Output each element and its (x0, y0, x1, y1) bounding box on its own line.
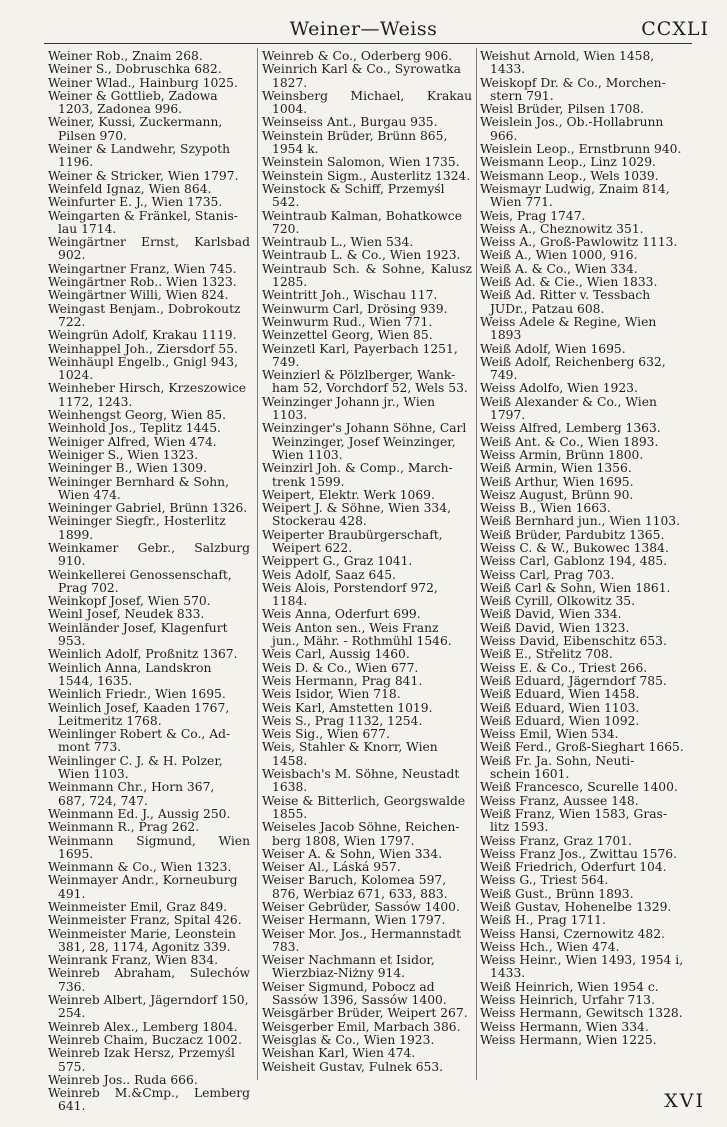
directory-entry: Weinkamer Gebr., Salzburg 910. (48, 540, 250, 569)
directory-entry: Weinlich Friedr., Wien 1695. (48, 687, 226, 702)
directory-entry: Weiss Carl, Gablonz 194, 485. (480, 554, 668, 569)
directory-entry: Weiss Franz Jos., Zwittau 1576. (480, 846, 678, 861)
directory-entry: Weiß Armin, Wien 1356. (480, 461, 632, 476)
directory-entry: Weinmayer Andr., Korneuburg 491. (48, 873, 238, 901)
directory-entry: Weiner & Gottlieb, Zadowa 1203, Zadonea 996. (48, 88, 218, 117)
directory-entry: Weis Alois, Porstendorf 972, 1184. (262, 580, 438, 609)
directory-entry: Weininger Siegfr., Hosterlitz 1899. (48, 514, 226, 542)
directory-entry: Weiß H., Prag 1711. (480, 913, 606, 928)
directory-entry: Weingast Benjam., Dobrokoutz 722. (48, 301, 241, 329)
directory-entry: Weiss Hermann, Wien 334. (480, 1019, 649, 1034)
directory-entry: Weisl Brüder, Pilsen 1708. (480, 102, 645, 117)
directory-entry: Weis Carl, Aussig 1460. (262, 647, 410, 662)
directory-entry: Weisbach's M. Söhne, Neustadt 1638. (262, 767, 460, 795)
directory-entry: Weiß Ferd., Groß-Sieghart 1665. (480, 740, 684, 755)
directory-entry: Weintritt Joh., Wischau 117. (262, 288, 438, 303)
directory-entry: Weiskopf Dr. & Co., Morchen- stern 791. (480, 75, 666, 103)
directory-entry: Weiss C. & W., Bukowec 1384. (480, 540, 669, 555)
directory-entry: Weiss Hansi, Czernowitz 482. (480, 926, 665, 941)
directory-entry: Weinreb Albert, Jägerndorf 150, 254. (48, 993, 249, 1021)
directory-entry: Weinzirl Joh. & Comp., March- trenk 1599. (262, 461, 453, 489)
directory-entry: Weiß Gust., Brünn 1893. (480, 886, 634, 901)
directory-entry: Weiß Friedrich, Oderfurt 104. (480, 860, 667, 875)
directory-entry: Weiser Hermann, Wien 1797. (262, 913, 446, 928)
directory-entry: Weinmeister Emil, Graz 849. (48, 900, 228, 914)
directory-entry: Weise & Bitterlich, Georgswalde 1855. (262, 793, 466, 821)
directory-entry: Weinseiss Ant., Burgau 935. (262, 115, 438, 130)
directory-entry: Weiss G., Triest 564. (480, 873, 609, 888)
directory-entry: Weinfurter E. J., Wien 1735. (48, 195, 223, 210)
directory-entry: Weiss Adolfo, Wien 1923. (480, 381, 638, 396)
directory-entry: Weipert J. & Söhne, Wien 334, Stockerau 428. (262, 501, 451, 529)
directory-entry: Weiner & Landwehr, Szypoth 1196. (48, 142, 231, 170)
directory-entry: Weiss Emil, Wien 534. (480, 727, 619, 742)
directory-entry: Weinhengst Georg, Wien 85. (48, 408, 227, 423)
directory-entry: Weiß Alexander & Co., Wien 1797. (480, 394, 657, 423)
directory-entry: Weiner Rob., Znaim 268. (48, 49, 203, 63)
directory-entry: Weiss Armin, Brünn 1800. (480, 447, 644, 462)
column-divider (257, 48, 258, 1080)
directory-entry: Weis S., Prag 1132, 1254. (262, 713, 423, 728)
directory-entry: Weinfeld Ignaz, Wien 864. (48, 181, 212, 196)
directory-entry: Weis, Prag 1747. (480, 208, 586, 223)
directory-entry: Weiß Cyrill, Olkowitz 35. (480, 594, 636, 609)
directory-entry: Weis Hermann, Prag 841. (262, 673, 423, 688)
directory-entry: Weinreb Jos.. Ruda 666. (48, 1072, 198, 1087)
directory-entry: Weisheit Gustav, Fulnek 653. (262, 1059, 444, 1074)
directory-entry: Weis D. & Co., Wien 677. (262, 660, 419, 675)
directory-entry: Weinstein Brüder, Brünn 865, 1954 k. (262, 128, 448, 157)
directory-entry: Weiser A. & Sohn, Wien 334. (262, 846, 443, 861)
directory-entry: Weishut Arnold, Wien 1458, 1433. (480, 49, 655, 77)
column-divider (476, 48, 477, 1080)
directory-entry: Weinmann Sigmund, Wien 1695. (48, 833, 250, 861)
directory-entry: Weiseles Jacob Söhne, Reichen- berg 1808, Wien 1797. (262, 820, 460, 848)
directory-entry: Weingärtner Rob.. Wien 1323. (48, 275, 237, 290)
directory-entry: Weiss Hermann, Gewitsch 1328. (480, 1006, 683, 1021)
directory-entry: Weisz August, Brünn 90. (480, 487, 634, 502)
directory-entry: Weiser Gebrüder, Sassów 1400. (262, 900, 460, 914)
directory-entry: Weiß Fr. Ja. Sohn, Neuti- schein 1601. (480, 753, 635, 782)
directory-entry: Weiss Adele & Regine, Wien 1893 (480, 314, 657, 343)
column-right (480, 50, 686, 1047)
directory-entry: Weisglas & Co., Wien 1923. (262, 1032, 435, 1047)
directory-entry: Weiss Alfred, Lemberg 1363. (480, 421, 661, 436)
directory-entry: Weiniger S., Wien 1323. (48, 447, 199, 462)
directory-entry: Weiser Baruch, Kolomea 597, 876, Werbiaz 671, 633, 883. (262, 873, 448, 901)
directory-entry: Weintraub L., Wien 534. (262, 235, 414, 250)
directory-entry: Weiser Nachmann et Isidor, Wierzbiaz-Niżny 914. (262, 953, 435, 981)
directory-entry: Weininger Gabriel, Brünn 1326. (48, 501, 248, 516)
directory-entry: Weiß David, Wien 1323. (480, 620, 630, 635)
directory-entry: Weinhäupl Engelb., Gnigl 943, 1024. (48, 354, 238, 383)
directory-entry: Weinmeister Marie, Leonstein 381, 28, 1174, Agonitz 339. (48, 926, 236, 954)
directory-entry: Weinreb Abraham, Sulechów 736. (48, 966, 250, 994)
directory-entry: Weiß Arthur, Wien 1695. (480, 474, 634, 489)
directory-entry: Weiss E. & Co., Triest 266. (480, 660, 648, 675)
directory-entry: Weinstock & Schiff, Przemyśl 542. (262, 181, 445, 210)
directory-entry: Weiß E., Střelitz 708. (480, 647, 613, 662)
directory-entry: Weiss David, Eibenschitz 653. (480, 634, 667, 649)
directory-entry: Weiss Hermann, Wien 1225. (480, 1032, 657, 1047)
directory-entry: Weinrank Franz, Wien 834. (48, 953, 219, 968)
directory-entry: Weingrün Adolf, Krakau 1119. (48, 328, 237, 343)
directory-entry: Weiß Bernhard jun., Wien 1103. (480, 514, 681, 529)
directory-entry: Weis Sig., Wien 677. (262, 727, 390, 742)
directory-entry: Weiß Eduard, Jägerndorf 785. (480, 673, 667, 688)
directory-entry: Weinkellerei Genossenschaft, Prag 702. (48, 567, 232, 595)
directory-entry: Weingärtner Willi, Wien 824. (48, 288, 229, 303)
directory-entry: Weinländer Josef, Klagenfurt 953. (48, 620, 228, 649)
directory-entry: Weiser Al., Láská 957. (262, 860, 401, 875)
directory-entry: Weinrich Karl & Co., Syrowatka 1827. (262, 62, 461, 90)
directory-entry: Weiß Eduard, Wien 1103. (480, 700, 640, 715)
directory-entry: Weinstein Sigm., Austerlitz 1324. (262, 168, 471, 183)
directory-entry: Weinzierl & Pölzlberger, Wank- ham 52, Vorchdorf 52, Wels 53. (262, 368, 468, 396)
directory-entry: Weinhappel Joh., Ziersdorf 55. (48, 341, 238, 356)
directory-entry: Weinlich Anna, Landskron 1544, 1635. (48, 660, 212, 688)
directory-entry: Weiß Ad. & Cie., Wien 1833. (480, 275, 658, 290)
directory-entry: Weippert G., Graz 1041. (262, 554, 413, 569)
directory-entry: Weinzettel Georg, Wien 85. (262, 328, 433, 343)
directory-entry: Weiner & Stricker, Wien 1797. (48, 168, 239, 183)
directory-entry: Weiser Mor. Jos., Hermannstadt 783. (262, 926, 462, 954)
column-left (48, 50, 250, 1114)
directory-entry: Weiß Ant. & Co., Wien 1893. (480, 434, 659, 449)
directory-entry: Weis, Stahler & Knorr, Wien 1458. (262, 740, 438, 768)
directory-entry: Weinwurm Carl, Drösing 939. (262, 301, 448, 316)
directory-entry: Weinhold Jos., Teplitz 1445. (48, 421, 221, 436)
directory-entry: Weinkopf Josef, Wien 570. (48, 594, 211, 609)
directory-entry: Weis Isidor, Wien 718. (262, 687, 401, 702)
directory-entry: Weinreb Alex., Lemberg 1804. (48, 1019, 238, 1034)
directory-entry: Weiß Gustav, Hohenelbe 1329. (480, 900, 672, 914)
directory-entry: Weinlich Josef, Kaaden 1767, Leitmeritz 1768. (48, 700, 230, 728)
directory-entry: Weinlinger Robert & Co., Ad- mont 773. (48, 727, 231, 755)
directory-entry: Weiß Ad. Ritter v. Tessbach JUDr., Patzau 608. (480, 288, 651, 316)
directory-entry: Weiperter Braubürgerschaft, Weipert 622. (262, 527, 443, 555)
directory-entry: Weinmann R., Prag 262. (48, 820, 200, 835)
directory-entry: Weisgärber Brüder, Weipert 267. (262, 1006, 468, 1021)
directory-entry: Weiss Carl, Prag 703. (480, 567, 615, 582)
directory-entry: Weiß Francesco, Scurelle 1400. (480, 780, 678, 795)
directory-entry: Weiss Heinr., Wien 1493, 1954 i, 1433. (480, 953, 684, 981)
directory-entry: Weiss A., Groß-Pawlowitz 1113. (480, 235, 678, 250)
page-title: Weiner—Weiss (289, 18, 438, 40)
directory-entry: Weiser Sigmund, Pobocz ad Sassów 1396, Sassów 1400. (262, 979, 447, 1008)
directory-entry: Weiss Franz, Aussee 148. (480, 793, 639, 808)
directory-entry: Weinmeister Franz, Spital 426. (48, 913, 242, 928)
directory-entry: Weingärtner Ernst, Karlsbad 902. (48, 235, 250, 263)
directory-entry: Weinreb Chaim, Buczacz 1002. (48, 1032, 242, 1047)
directory-entry: Weis Anna, Oderfurt 699. (262, 607, 421, 622)
directory-entry: Weismann Leop., Linz 1029. (480, 155, 656, 170)
directory-entry: Weiner, Kussi, Zuckermann, Pilsen 970. (48, 115, 223, 143)
directory-entry: Weinmann Ed. J., Aussig 250. (48, 806, 231, 821)
directory-entry: Weiner Wlad., Hainburg 1025. (48, 75, 238, 90)
directory-entry: Weingartner Franz, Wien 745. (48, 261, 237, 276)
directory-entry: Weiniger Alfred, Wien 474. (48, 434, 217, 449)
directory-entry: Weingarten & Fränkel, Stanis- lau 1714. (48, 208, 238, 236)
directory-entry: Weiß A. & Co., Wien 334. (480, 261, 638, 276)
page-header (0, 14, 727, 44)
directory-entry: Weismann Leop., Wels 1039. (480, 168, 659, 183)
directory-entry: Weishan Karl, Wien 474. (262, 1046, 416, 1061)
directory-entry: Weiß Carl & Sohn, Wien 1861. (480, 580, 671, 595)
directory-entry: Weiner S., Dobruschka 682. (48, 62, 222, 77)
directory-entry: Weis Adolf, Saaz 645. (262, 567, 396, 582)
directory-entry: Weislein Leop., Ernstbrunn 940. (480, 142, 682, 157)
page-number: CCXLI (641, 18, 709, 40)
directory-entry: Weiß A., Wien 1000, 916. (480, 248, 638, 263)
directory-entry: Weiß Brüder, Pardubitz 1365. (480, 527, 665, 542)
directory-entry: Weinmann & Co., Wien 1323. (48, 860, 232, 875)
directory-entry: Weiss Franz, Graz 1701. (480, 833, 632, 848)
directory-entry: Weiß Eduard, Wien 1092. (480, 713, 640, 728)
directory-entry: Weiss A., Cheznowitz 351. (480, 221, 644, 236)
directory-entry: Weinwurm Rud., Wien 771. (262, 314, 433, 329)
directory-entry: Weinreb Izak Hersz, Przemyśl 575. (48, 1046, 235, 1074)
directory-entry: Weinlinger C. J. & H. Polzer, Wien 1103. (48, 753, 223, 782)
directory-entry: Weinreb M.&Cmp., Lemberg 641. (48, 1086, 250, 1114)
directory-entry: Weintraub Sch. & Sohne, Kalusz 1285. (262, 261, 472, 290)
directory-entry: Weipert, Elektr. Werk 1069. (262, 487, 435, 502)
directory-entry: Weinstein Salomon, Wien 1735. (262, 155, 460, 170)
directory-entry: Weinmann Chr., Horn 367, 687, 724, 747. (48, 780, 215, 808)
directory-entry: Weiß Heinrich, Wien 1954 c. (480, 979, 659, 994)
directory-entry: Weiss Hch., Wien 474. (480, 939, 620, 954)
directory-entry: Weinzinger's Johann Söhne, Carl Weinzinger, Josef Weinzinger, Wien 1103. (262, 421, 467, 462)
directory-entry: Weiß Franz, Wien 1583, Gras- litz 1593. (480, 806, 667, 835)
directory-entry: Weisgerber Emil, Marbach 386. (262, 1019, 461, 1034)
directory-entry: Weis Anton sen., Weis Franz jun., Mähr. - Rothmühl 1546. (262, 620, 452, 649)
directory-entry: Weintraub Kalman, Bohatkowce 720. (262, 208, 462, 236)
signature-mark: XVI (664, 1090, 705, 1112)
header-rule (44, 43, 692, 44)
directory-entry: Weiß David, Wien 334. (480, 607, 622, 622)
directory-entry: Weinzetl Karl, Payerbach 1251, 749. (262, 341, 458, 369)
directory-entry: Weinreb & Co., Oderberg 906. (262, 49, 453, 63)
directory-entry: Weininger Bernhard & Sohn, Wien 474. (48, 474, 230, 502)
directory-entry: Weintraub L. & Co., Wien 1923. (262, 248, 461, 263)
directory-entry: Weinzinger Johann jr., Wien 1103. (262, 394, 435, 423)
directory-entry: Weinsberg Michael, Krakau 1004. (262, 88, 472, 117)
column-middle (262, 50, 472, 1074)
directory-entry: Weiß Eduard, Wien 1458. (480, 687, 640, 702)
directory-entry: Weiß Adolf, Wien 1695. (480, 341, 626, 356)
directory-entry: Weinl Josef, Neudek 833. (48, 607, 205, 622)
directory-entry: Weiss B., Wien 1663. (480, 501, 611, 516)
directory-entry: Weiß Adolf, Reichenberg 632, 749. (480, 354, 666, 383)
directory-entry: Weinheber Hirsch, Krzeszowice 1172, 1243. (48, 381, 247, 409)
directory-entry: Weislein Jos., Ob.-Hollabrunn 966. (480, 115, 664, 143)
directory-entry: Weinlich Adolf, Proßnitz 1367. (48, 647, 238, 662)
directory-entry: Weiss Heinrich, Urfahr 713. (480, 993, 655, 1008)
directory-entry: Weismayr Ludwig, Znaim 814, Wien 771. (480, 181, 670, 210)
directory-entry: Weininger B., Wien 1309. (48, 461, 207, 476)
directory-entry: Weis Karl, Amstetten 1019. (262, 700, 433, 715)
